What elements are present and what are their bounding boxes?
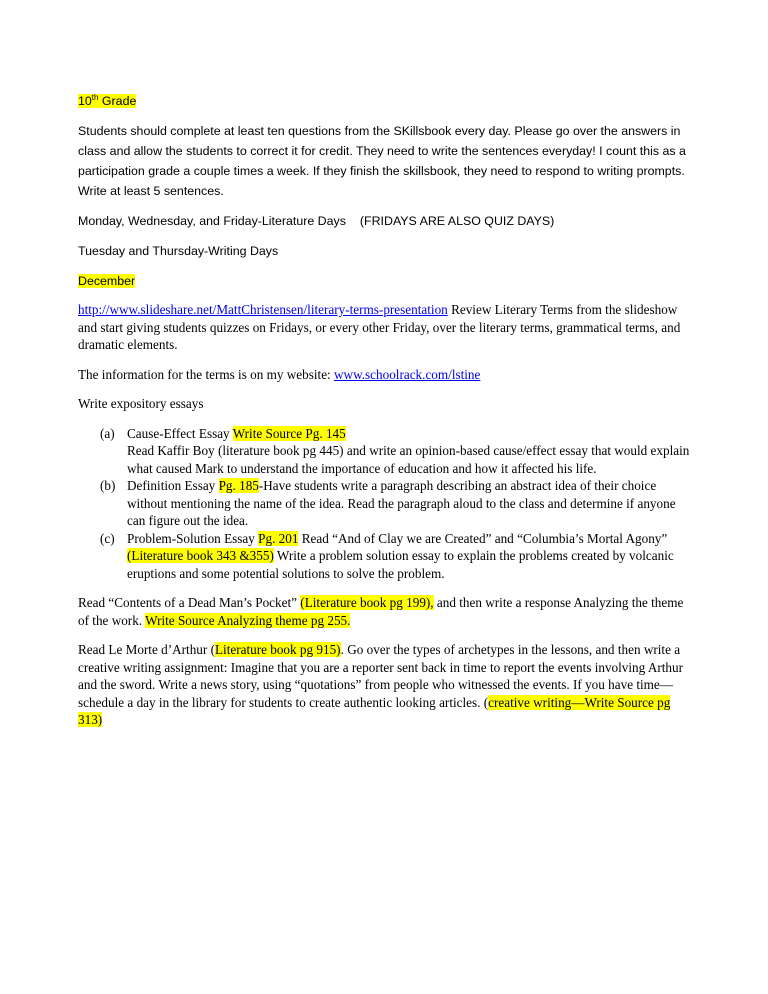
writing-days-line: Tuesday and Thursday-Writing Days bbox=[78, 244, 279, 259]
essay-highlight: Pg. 201 bbox=[258, 530, 299, 546]
essay-item-definition bbox=[78, 477, 690, 530]
essay-text: Read “And of Clay we are Created” and “Columbia’s Mortal Agony” bbox=[298, 530, 668, 546]
arthur-text: Read Le Morte d’Arthur ( bbox=[78, 642, 215, 658]
essays-heading: Write expository essays bbox=[78, 396, 204, 412]
document-page bbox=[78, 88, 690, 729]
essay-text: Problem-Solution Essay bbox=[127, 530, 259, 546]
pocket-highlight: Write Source Analyzing theme pg 255. bbox=[145, 612, 351, 628]
essay-list bbox=[78, 425, 690, 583]
list-marker: (b) bbox=[100, 478, 116, 494]
website-text: The information for the terms is on my website: bbox=[78, 366, 335, 382]
essay-text: Definition Essay bbox=[127, 478, 219, 494]
grade-label: Grade bbox=[98, 94, 137, 109]
essay-text: Read Kaffir Boy (literature book pg 445) and write an opinion-based cause/effect essay that would explain what caused Mark to understand the importance of education and how it affected his life. bbox=[127, 443, 690, 476]
pocket-paragraph bbox=[78, 594, 690, 629]
grade-suffix: th bbox=[91, 93, 99, 102]
month-label: December bbox=[78, 274, 136, 289]
pocket-text: and then write a response Analyzing the theme of the work. bbox=[78, 595, 684, 628]
website-link[interactable]: www.schoolrack.com/lstine bbox=[334, 366, 481, 382]
arthur-highlight: Literature book pg 915) bbox=[214, 642, 341, 658]
essay-highlight: Write Source Pg. 145 bbox=[232, 425, 346, 441]
essay-highlight: (Literature book 343 &355) bbox=[127, 548, 274, 564]
slideshare-link[interactable]: http://www.slideshare.net/MattChristensen/literary-terms-presentation bbox=[78, 302, 448, 318]
essay-item-cause-effect bbox=[78, 425, 690, 478]
slideshow-paragraph bbox=[78, 301, 690, 354]
quiz-days-note: (FRIDAYS ARE ALSO QUIZ DAYS) bbox=[359, 214, 555, 229]
essay-text: Cause-Effect Essay bbox=[127, 425, 233, 441]
grade-number: 10 bbox=[78, 94, 92, 109]
grade-heading bbox=[78, 88, 690, 111]
grade-heading-highlight bbox=[78, 94, 136, 108]
intro-paragraph: Students should complete at least ten questions from the SKillsbook every day. Please go over the answers in class and allow the students to correct it for credit. They need to write the sentences everyday! I count this as a participation grade a couple times a week. If they finish the skillsbook, they need to respond to writing prompts. Write at least 5 sentences. bbox=[78, 124, 686, 199]
pocket-text: Read “Contents of a Dead Man’s Pocket” bbox=[78, 595, 301, 611]
arthur-paragraph bbox=[78, 641, 690, 729]
arthur-text: . Go over the types of archetypes in the lessons, and then write a creative writing assignment: Imagine that you are a reporter sent back in time to report the events involving Arthur and the sword. Write a news story, using “quotations” from people who witnessed the events. If you have time—schedule a day in the library for students to create authentic looking articles. ( bbox=[78, 642, 683, 710]
website-paragraph bbox=[78, 366, 690, 384]
literature-days-line bbox=[78, 211, 690, 231]
essay-text: -Have students write a paragraph describing an abstract idea of their choice without mentioning the name of the idea. Read the paragraph aloud to the class and determine if anyone can figure out the idea. bbox=[127, 478, 676, 529]
pocket-highlight: (Literature book pg 199), bbox=[300, 595, 434, 611]
literature-days: Monday, Wednesday, and Friday-Literature Days bbox=[78, 214, 346, 229]
month-heading bbox=[78, 271, 690, 291]
slideshow-text: Review Literary Terms from the slideshow and start giving students quizzes on Fridays, or every other Friday, over the literary terms, grammatical terms, and dramatic elements. bbox=[78, 302, 681, 353]
arthur-highlight: creative writing—Write Source pg 313) bbox=[78, 694, 671, 728]
essay-text: Write a problem solution essay to explain the problems created by volcanic eruptions and some potential solutions to solve the problem. bbox=[127, 548, 674, 581]
list-marker: (c) bbox=[100, 530, 115, 546]
essay-highlight: Pg. 185 bbox=[218, 478, 259, 494]
essay-item-problem-solution bbox=[78, 530, 690, 583]
list-marker: (a) bbox=[100, 425, 115, 441]
